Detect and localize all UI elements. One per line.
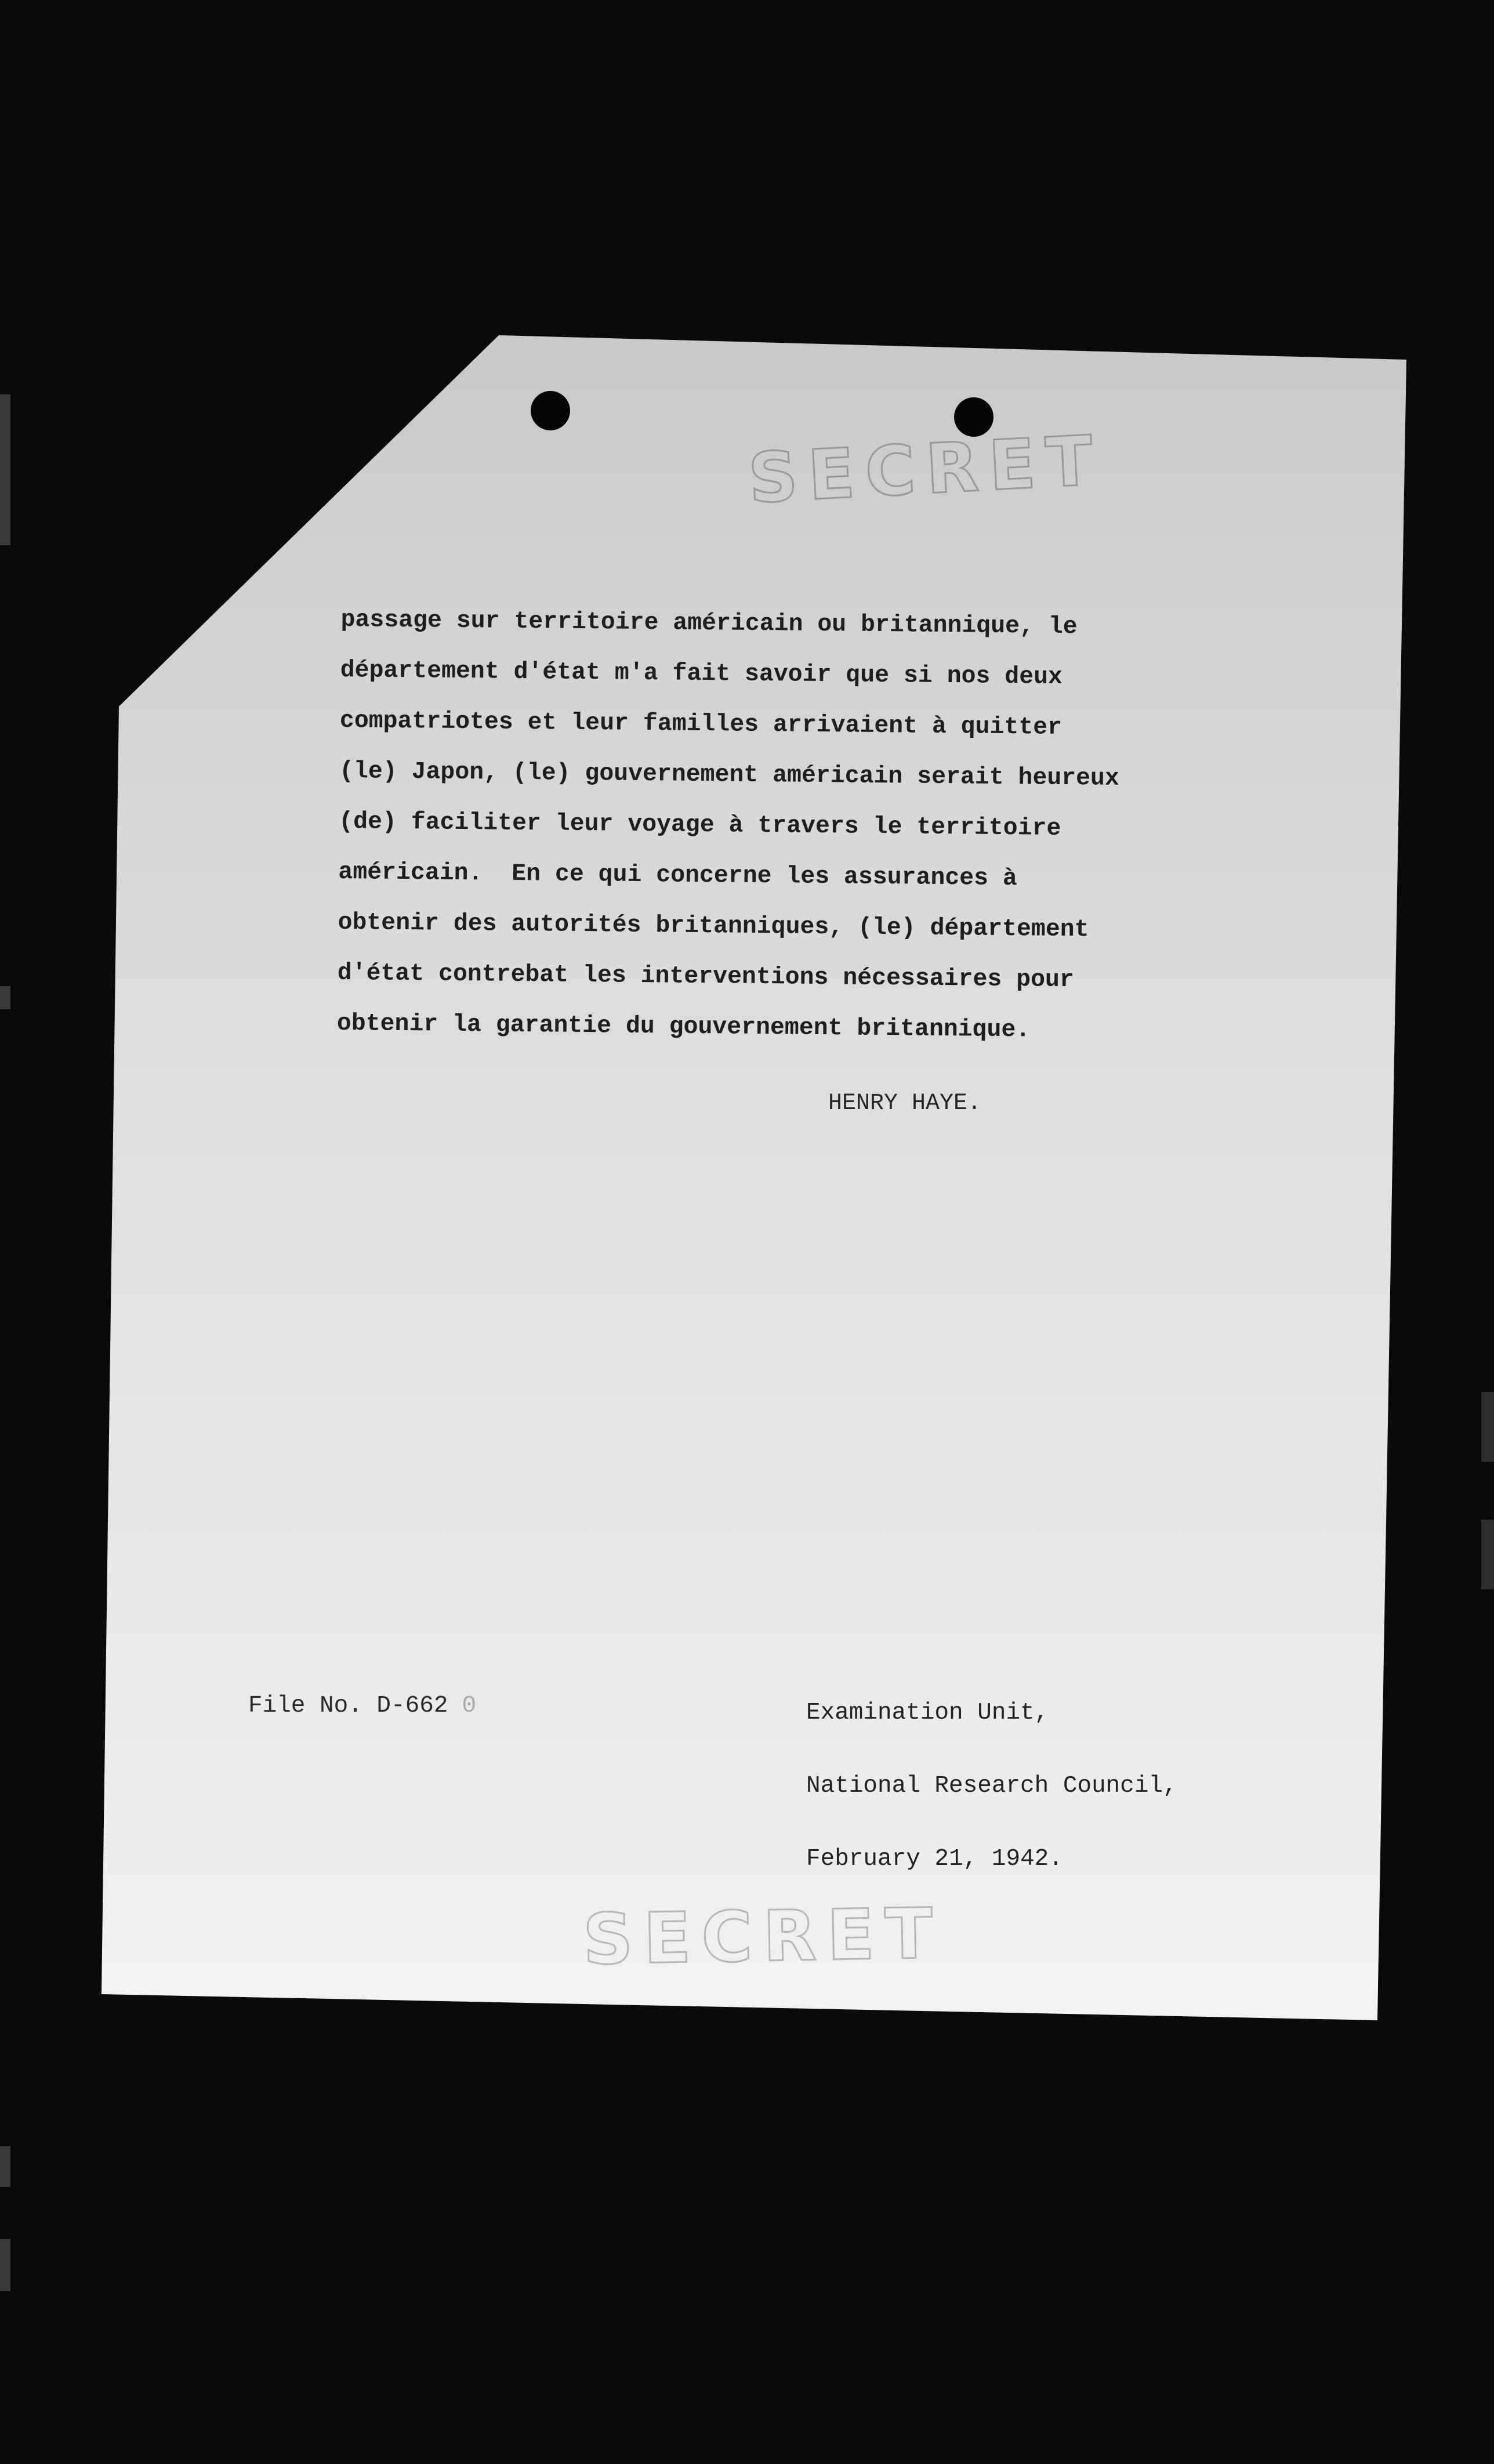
letter-body <box>336 595 1245 1057</box>
body-line: (de) faciliter leur voyage à travers le territoire <box>339 807 1061 842</box>
film-edge-mark <box>1481 1520 1494 1589</box>
body-line: (le) Japon, (le) gouvernement américain serait heureux <box>339 757 1120 792</box>
document-page <box>101 335 1406 2020</box>
body-line: d'état contrebat les interventions nécessaires pour <box>337 959 1075 994</box>
film-edge-mark <box>0 2146 10 2187</box>
origin-unit: Examination Unit, <box>806 1700 1049 1726</box>
body-line: américain. En ce qui concerne les assurances à <box>338 858 1018 893</box>
secret-stamp-top: SECRET <box>746 420 1105 519</box>
film-edge-mark <box>0 2239 10 2291</box>
film-edge-mark <box>1481 1392 1494 1462</box>
signature-name: HENRY HAYE. <box>828 1090 982 1117</box>
secret-stamp-bottom: SECRET <box>582 1893 944 1981</box>
origin-council: National Research Council, <box>806 1773 1177 1799</box>
body-line: compatriotes et leur familles arrivaient à quitter <box>339 706 1063 741</box>
file-number-label: File No. D-662 <box>248 1693 448 1719</box>
origin-date: February 21, 1942. <box>806 1846 1063 1872</box>
body-line: passage sur territoire américain ou britannique, le <box>340 606 1078 641</box>
file-number <box>248 1693 476 1719</box>
punch-hole <box>531 391 570 430</box>
film-edge-mark <box>0 394 10 545</box>
body-line: département d'état m'a fait savoir que si nos deux <box>340 656 1063 691</box>
body-line: obtenir des autorités britanniques, (le) département <box>338 908 1089 944</box>
body-line: obtenir la garantie du gouvernement britannique. <box>336 1009 1031 1044</box>
film-edge-mark <box>0 986 10 1009</box>
origin-block <box>806 1652 1177 1920</box>
file-number-suffix: 0 <box>462 1693 477 1719</box>
